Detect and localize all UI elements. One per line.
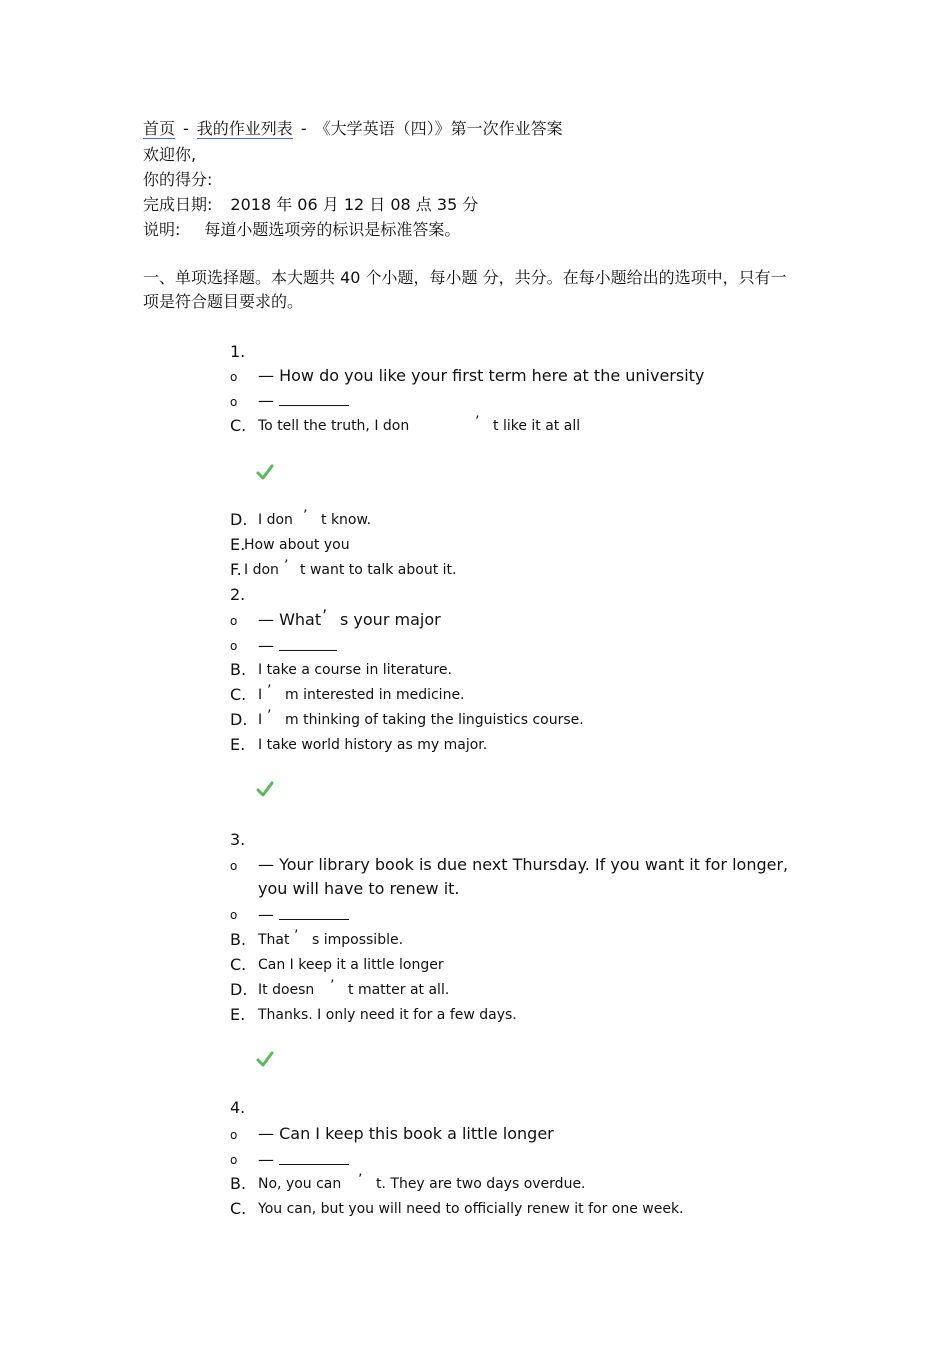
instructions xyxy=(143,219,460,241)
apostrophe: ’ xyxy=(322,606,328,625)
option-letter: F. xyxy=(230,560,242,579)
option-text: t matter at all. xyxy=(348,982,450,998)
option-text: Can I keep it a little longer xyxy=(258,957,444,973)
bullet: o xyxy=(230,639,238,653)
option-text: I take a course in literature. xyxy=(258,662,452,678)
blank-line xyxy=(279,391,349,406)
bullet: o xyxy=(230,614,238,628)
option-text: That xyxy=(258,932,290,948)
check-icon xyxy=(256,1050,274,1068)
breadcrumb-separator: - xyxy=(183,119,189,138)
option-text: s impossible. xyxy=(312,932,404,948)
question-stem: — What xyxy=(258,610,322,629)
option-text: To tell the truth, I don xyxy=(258,418,410,434)
option-letter: B. xyxy=(230,660,247,679)
answer-blank xyxy=(258,903,349,927)
question-stem: — Your library book is due next Thursday. If you want it for longer, xyxy=(258,855,789,874)
page-title: 《大学英语（四）》第一次作业答案 xyxy=(314,119,563,138)
option-text: t like it at all xyxy=(493,418,581,434)
nav-homework-list-link[interactable]: 我的作业列表 xyxy=(196,119,293,138)
note-value: 每道小题选项旁的标识是标准答案。 xyxy=(204,220,461,239)
option-letter: E. xyxy=(230,535,246,554)
breadcrumb xyxy=(143,118,563,140)
apostrophe: ’ xyxy=(267,683,272,699)
option-letter: D. xyxy=(230,710,248,729)
bullet: o xyxy=(230,395,238,409)
option-text: I xyxy=(258,712,263,728)
option-letter: E. xyxy=(230,735,246,754)
option-text: t know. xyxy=(321,512,372,528)
score-label: 你的得分: xyxy=(143,170,213,189)
answer-blank xyxy=(258,389,349,413)
bullet: o xyxy=(230,908,238,922)
dash: — xyxy=(258,391,274,410)
bullet: o xyxy=(230,1128,238,1142)
bullet: o xyxy=(230,1153,238,1167)
blank-line xyxy=(279,1150,349,1165)
question-stem: you will have to renew it. xyxy=(258,879,460,898)
dash: — xyxy=(258,1150,274,1169)
welcome-text: 欢迎你, xyxy=(143,145,197,164)
section-heading: 一、单项选择题。本大题共 40 个小题，每小题 分，共分。在每小题给出的选项中，只有一项是符合题目要求的。 xyxy=(143,268,787,311)
question-number: 4. xyxy=(230,1098,246,1117)
option-text: I don xyxy=(244,562,279,578)
option-text: You can, but you will need to officially renew it for one week. xyxy=(258,1201,684,1217)
option-letter: C. xyxy=(230,416,247,435)
option-text: t. They are two days overdue. xyxy=(376,1176,586,1192)
apostrophe: ’ xyxy=(294,928,299,944)
question-stem: s your major xyxy=(340,610,441,629)
option-letter: D. xyxy=(230,980,248,999)
option-letter: E. xyxy=(230,1005,246,1024)
check-icon xyxy=(256,780,274,798)
completion-date xyxy=(143,194,478,216)
apostrophe: ’ xyxy=(330,978,335,994)
bullet: o xyxy=(230,370,238,384)
option-letter: B. xyxy=(230,930,247,949)
answer-blank xyxy=(258,634,337,658)
breadcrumb-separator: - xyxy=(300,119,307,138)
nav-home-link[interactable]: 首页 xyxy=(143,119,176,138)
date-value: 2018 年 06 月 12 日 08 点 35 分 xyxy=(230,195,479,214)
option-text: m thinking of taking the linguistics course. xyxy=(285,712,584,728)
question-number: 2. xyxy=(230,585,246,604)
option-letter: C. xyxy=(230,955,247,974)
blank-line xyxy=(279,636,337,651)
option-text: How about you xyxy=(244,537,350,553)
option-text: No, you can xyxy=(258,1176,342,1192)
date-label: 完成日期: xyxy=(143,195,213,214)
apostrophe: ’ xyxy=(267,708,272,724)
option-text: I xyxy=(258,687,263,703)
option-text: Thanks. I only need it for a few days. xyxy=(258,1007,517,1023)
option-text: m interested in medicine. xyxy=(285,687,465,703)
bullet: o xyxy=(230,859,238,873)
apostrophe: ’ xyxy=(284,558,289,574)
option-text: It doesn xyxy=(258,982,315,998)
apostrophe: ’ xyxy=(475,414,480,430)
question-stem: — How do you like your first term here at the university xyxy=(258,366,705,385)
option-letter: B. xyxy=(230,1174,247,1193)
apostrophe: ’ xyxy=(358,1172,363,1188)
note-label: 说明: xyxy=(143,220,181,239)
dash: — xyxy=(258,905,274,924)
option-letter: C. xyxy=(230,1199,247,1218)
option-text: I don xyxy=(258,512,293,528)
question-number: 1. xyxy=(230,342,246,361)
option-letter: C. xyxy=(230,685,247,704)
option-letter: D. xyxy=(230,510,248,529)
question-stem: — Can I keep this book a little longer xyxy=(258,1124,554,1143)
check-icon xyxy=(256,463,274,481)
option-text: I take world history as my major. xyxy=(258,737,488,753)
dash: — xyxy=(258,636,274,655)
blank-line xyxy=(279,905,349,920)
answer-blank xyxy=(258,1148,349,1172)
option-text: t want to talk about it. xyxy=(300,562,457,578)
apostrophe: ’ xyxy=(303,508,308,524)
question-number: 3. xyxy=(230,830,246,849)
